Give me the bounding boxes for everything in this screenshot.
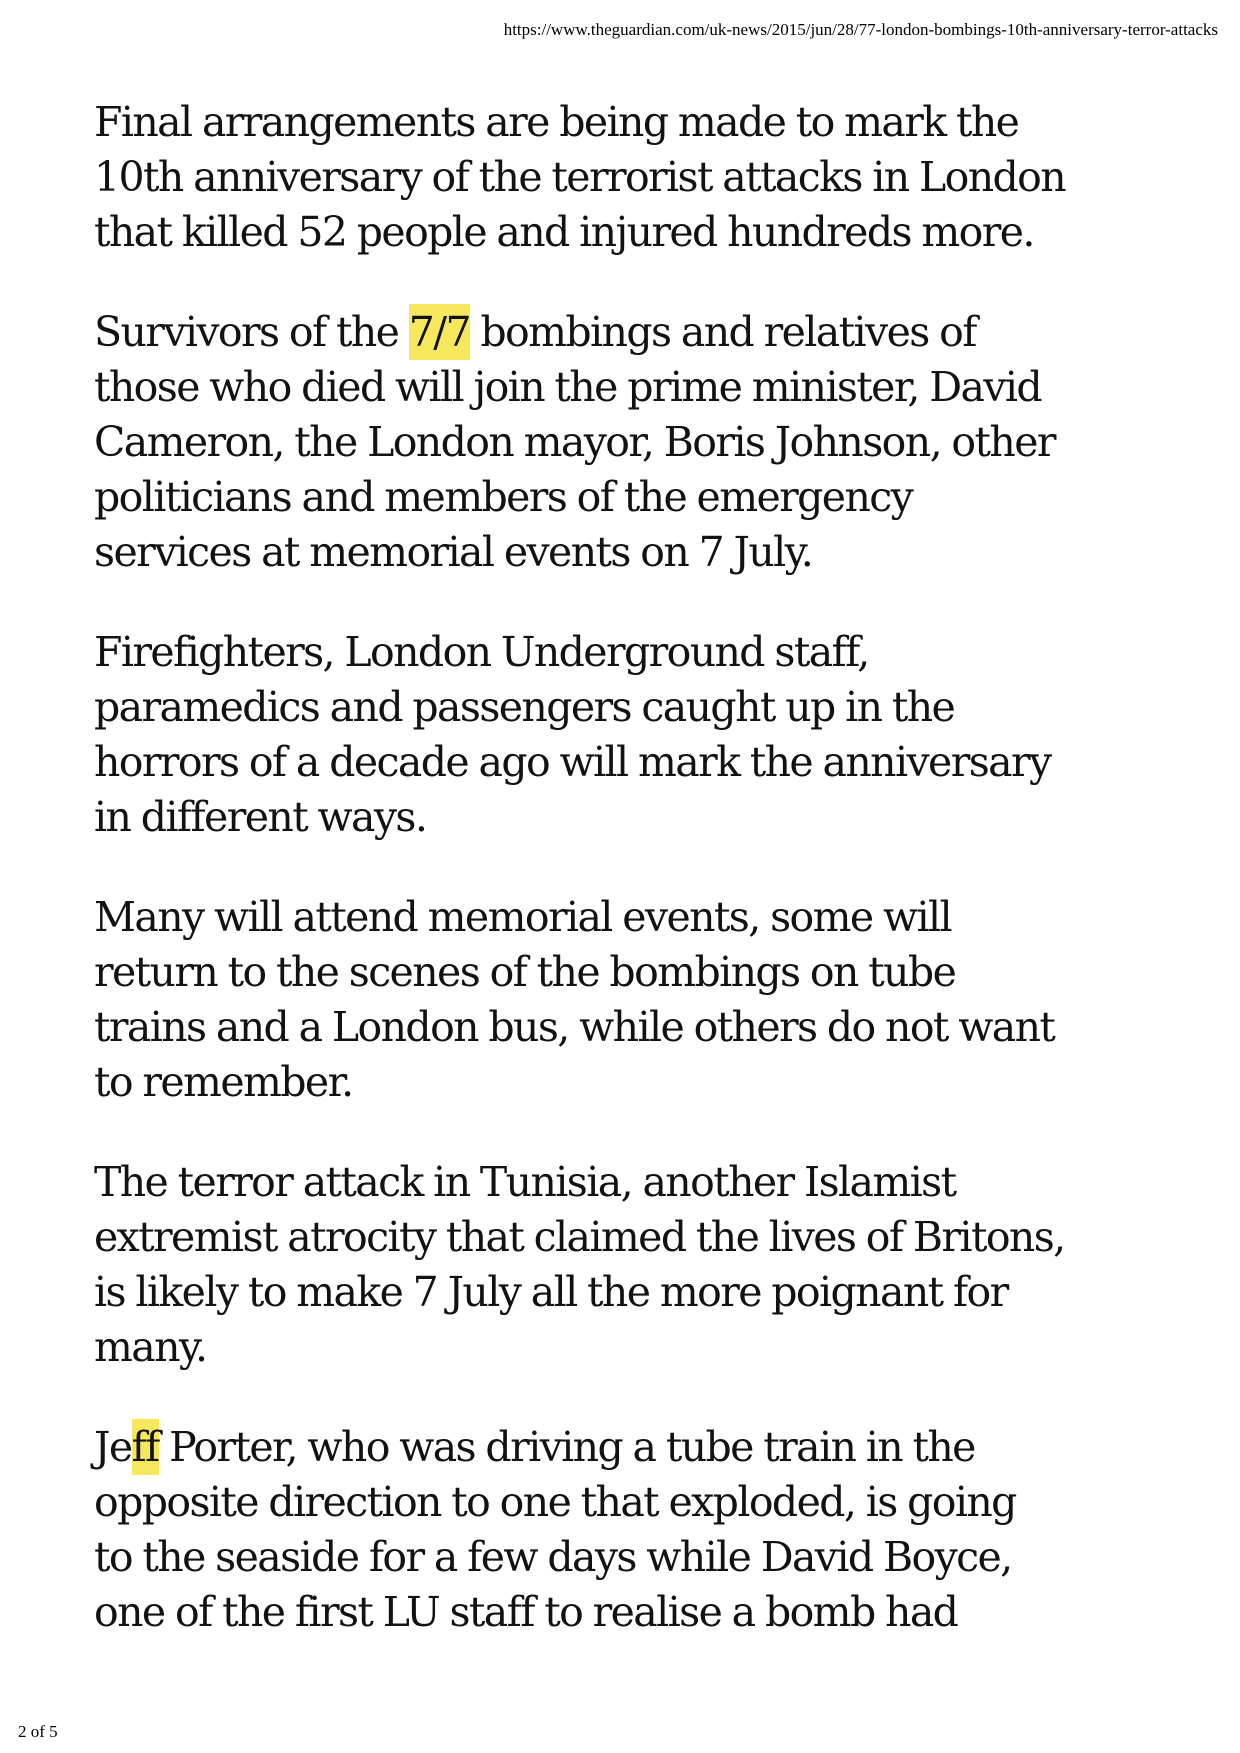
line: Cameron, the London mayor, Boris Johnson, other bbox=[94, 418, 1055, 466]
line: Firefighters, London Underground staff, bbox=[94, 628, 869, 676]
paragraph-1 bbox=[94, 95, 1174, 260]
line: paramedics and passengers caught up in the bbox=[94, 683, 955, 731]
line: in different ways. bbox=[94, 793, 427, 841]
line: that killed 52 people and injured hundreds more. bbox=[94, 208, 1034, 256]
text-segment: Je bbox=[94, 1423, 132, 1471]
paragraph-4 bbox=[94, 890, 1174, 1110]
line: The terror attack in Tunisia, another Islamist bbox=[94, 1158, 956, 1206]
line: services at memorial events on 7 July. bbox=[94, 528, 813, 576]
line: many. bbox=[94, 1323, 207, 1371]
line: trains and a London bus, while others do not want bbox=[94, 1003, 1055, 1051]
line: those who died will join the prime minister, David bbox=[94, 363, 1042, 411]
paragraph-3 bbox=[94, 625, 1174, 845]
line: politicians and members of the emergency bbox=[94, 473, 913, 521]
line: is likely to make 7 July all the more poignant for bbox=[94, 1268, 1008, 1316]
page-url: https://www.theguardian.com/uk-news/2015/jun/28/77-london-bombings-10th-anniversary-terror-attacks bbox=[503, 20, 1218, 39]
line: Many will attend memorial events, some will bbox=[94, 893, 952, 941]
highlighted-text: ff bbox=[131, 1423, 159, 1471]
line: opposite direction to one that exploded, is going bbox=[94, 1478, 1016, 1526]
line bbox=[94, 1420, 1174, 1475]
text-segment: bombings and relatives of bbox=[469, 308, 976, 356]
text-segment: Survivors of the bbox=[94, 308, 409, 356]
text-segment: Porter, who was driving a tube train in the bbox=[158, 1423, 975, 1471]
paragraph-5 bbox=[94, 1155, 1174, 1375]
line bbox=[94, 305, 1174, 360]
page-number: 2 of 5 bbox=[18, 1722, 58, 1741]
line: to remember. bbox=[94, 1058, 353, 1106]
line: to the seaside for a few days while David Boyce, bbox=[94, 1533, 1012, 1581]
line: horrors of a decade ago will mark the anniversary bbox=[94, 738, 1051, 786]
line: 10th anniversary of the terrorist attacks in London bbox=[94, 153, 1066, 201]
line: one of the first LU staff to realise a bomb had bbox=[94, 1588, 958, 1636]
article-body bbox=[94, 95, 1174, 1685]
highlighted-text: 7/7 bbox=[408, 308, 470, 356]
line: return to the scenes of the bombings on tube bbox=[94, 948, 956, 996]
paragraph-6 bbox=[94, 1420, 1174, 1640]
line: Final arrangements are being made to mark the bbox=[94, 98, 1019, 146]
paragraph-2 bbox=[94, 305, 1174, 580]
line: extremist atrocity that claimed the lives of Britons, bbox=[94, 1213, 1065, 1261]
